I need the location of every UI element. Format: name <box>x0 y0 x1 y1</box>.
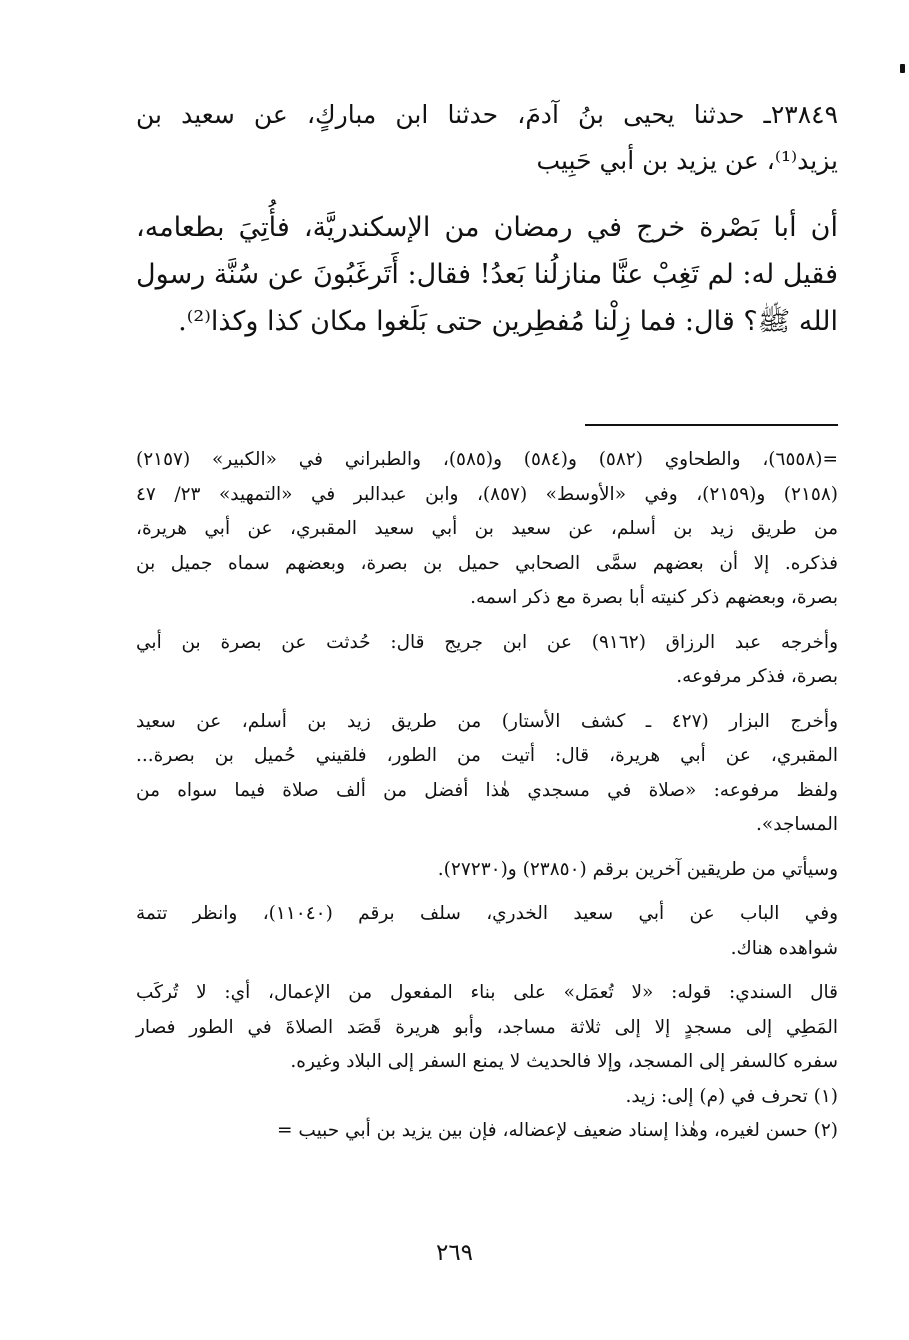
footnote-line: بصرة، وبعضهم ذكر كنيته أبا بصرة مع ذكر اسمه. <box>470 587 838 608</box>
page-number: ٢٦٩ <box>435 1240 474 1266</box>
footnote-paragraph <box>136 897 838 966</box>
footnote-paragraph <box>136 1114 838 1149</box>
footnote-line: سفره كالسفر إلى المسجد، وإلا فالحديث لا يمنع السفر إلى البلاد وغيره. <box>290 1051 838 1072</box>
footnote-divider <box>585 424 838 426</box>
footnote-line: وأخرجه عبد الرزاق (٩١٦٢) عن ابن جريج قال: حُدثت عن بصرة بن أبي <box>136 631 838 653</box>
footnote-line: فذكره. إلا أن بعضهم سمَّى الصحابي حميل بن بصرة، وبعضهم سماه جميل بن <box>136 552 838 574</box>
footnote-line: المَطِي إلى مسجدٍ إلا إلى ثلاثة مساجد، وأبو هريرة قَصَد الصلاةَ في الطور فصار <box>136 1016 838 1038</box>
matn-line: الله ﷺ؟ قال: فما زِلْنا مُفطِرين حتى بَلَغوا مكان كذا وكذا⁽²⁾. <box>178 306 838 337</box>
footnote-line: شواهده هناك. <box>730 937 838 959</box>
matn-line: فقيل له: لم تَغِبْ عنَّا منازلُنا بَعدُ! فقال: أَتَرغَبُونَ عن سُنَّة رسول <box>136 259 838 290</box>
footnote-line: =(٦٥٥٨)، والطحاوي (٥٨٢) و(٥٨٤) و(٥٨٥)، والطبراني في «الكبير» (٢١٥٧) <box>136 449 838 470</box>
footnote-line: ولفظ مرفوعه: «صلاة في مسجدي هٰذا أفضل من ألف صلاة فيما سواه من <box>136 779 838 801</box>
hadith-text <box>136 92 838 345</box>
footnote-line: (٢١٥٨) و(٢١٥٩)، وفي «الأوسط» (٨٥٧)، وابن عبدالبر في «التمهيد» ٢٣/ ٤٧ <box>136 483 838 505</box>
matn-line: أن أبا بَصْرة خرج في رمضان من الإسكندريَّة، فأُتِيَ بطعامه، <box>136 212 838 243</box>
footnote-paragraph <box>136 976 838 1080</box>
footnote-line: المقبري، عن أبي هريرة، قال: أتيت من الطور، فلقيني حُميل بن بصرة... <box>136 745 838 766</box>
isnad-line: ٢٣٨٤٩ـ حدثنا يحيى بنُ آدمَ، حدثنا ابن مباركٍ، عن سعيد بن <box>136 100 838 129</box>
hadith-matn <box>136 204 838 345</box>
footnote-line: المساجد». <box>756 814 838 835</box>
isnad-line: يزيد⁽¹⁾، عن يزيد بن أبي حَبِيب <box>536 146 838 175</box>
footnote-line: وسيأتي من طريقين آخرين برقم (٢٣٨٥٠) و(٢٧٢٣٠). <box>437 858 838 880</box>
footnote-line: (١) تحرف في (م) إلى: زيد. <box>625 1085 838 1107</box>
footnote-line: (٢) حسن لغيره، وهٰذا إسناد ضعيف لإعضاله، فإن بين يزيد بن أبي حبيب = <box>277 1120 838 1141</box>
footnote-paragraph <box>136 443 838 616</box>
footnote-line: من طريق زيد بن أسلم، عن سعيد بن أبي سعيد المقبري، عن أبي هريرة، <box>136 518 838 539</box>
footnote-paragraph <box>136 705 838 843</box>
footnote-paragraph <box>136 1080 838 1115</box>
footnote-line: وفي الباب عن أبي سعيد الخدري، سلف برقم (١١٠٤٠)، وانظر تتمة <box>136 903 839 924</box>
hadith-isnad <box>136 92 838 184</box>
page-edge-mark <box>900 64 905 73</box>
footnotes <box>136 443 838 1149</box>
footnote-line: وأخرج البزار (٤٢٧ ـ كشف الأستار) من طريق زيد بن أسلم، عن سعيد <box>136 710 838 732</box>
footnote-paragraph <box>136 626 838 695</box>
footnote-line: بصرة، فذكر مرفوعه. <box>676 666 838 687</box>
footnote-paragraph <box>136 853 838 888</box>
footnote-line: قال السندي: قوله: «لا تُعمَل» على بناء المفعول من الإعمال، أي: لا تُركَب <box>136 982 838 1003</box>
